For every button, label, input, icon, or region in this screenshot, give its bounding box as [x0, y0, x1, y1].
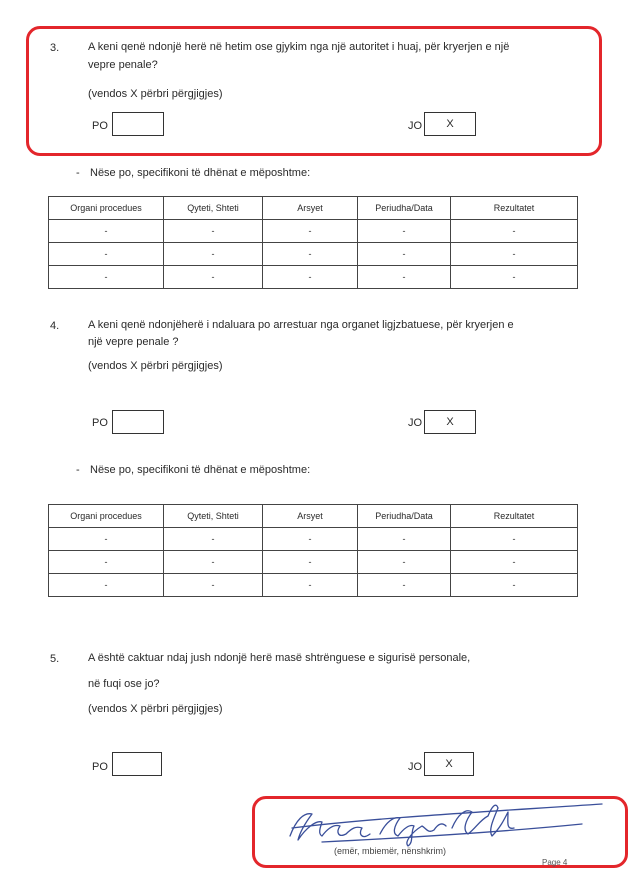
table-cell: -	[263, 574, 358, 597]
header-organi: Organi procedues	[49, 197, 164, 220]
table-cell: -	[358, 243, 451, 266]
table-cell: -	[263, 266, 358, 289]
question-5-instruction: (vendos X përbri përgjigjes)	[88, 703, 223, 715]
question-3-text-line1: A keni qenë ndonjë herë në hetim ose gjykim nga një autoritet i huaj, për kryerjen e një	[88, 41, 510, 53]
header-arsyet: Arsyet	[263, 505, 358, 528]
question-3-instruction: (vendos X përbri përgjigjes)	[88, 88, 223, 100]
table-cell: -	[451, 243, 578, 266]
table-header-row	[49, 197, 578, 220]
section-3-prompt: Nëse po, specifikoni të dhënat e mëposhtme:	[90, 167, 311, 179]
table-cell: -	[451, 551, 578, 574]
table-row	[49, 243, 578, 266]
table-cell: -	[263, 243, 358, 266]
table-cell: -	[164, 243, 263, 266]
table-cell: -	[164, 528, 263, 551]
question-4-instruction: (vendos X përbri përgjigjes)	[88, 360, 223, 372]
table-cell: -	[49, 243, 164, 266]
section-4-bullet: -	[76, 464, 80, 476]
table-cell: -	[358, 220, 451, 243]
table-cell: -	[263, 220, 358, 243]
table-cell: -	[49, 574, 164, 597]
table-cell: -	[451, 574, 578, 597]
table-cell: -	[358, 266, 451, 289]
question-4-jo-label: JO	[408, 417, 423, 429]
question-4-text-line2: një vepre penale ?	[88, 336, 179, 348]
table-cell: -	[358, 528, 451, 551]
question-3-po-label: PO	[92, 120, 108, 132]
table-cell: -	[263, 528, 358, 551]
question-4-po-box[interactable]	[112, 410, 164, 434]
table-row	[49, 220, 578, 243]
question-5-jo-box[interactable]: X	[424, 752, 474, 776]
table-cell: -	[358, 574, 451, 597]
table-cell: -	[263, 551, 358, 574]
table-cell: -	[164, 266, 263, 289]
header-qyteti: Qyteti, Shteti	[164, 197, 263, 220]
table-cell: -	[451, 528, 578, 551]
table-cell: -	[49, 266, 164, 289]
page-number: Page 4	[542, 858, 568, 867]
table-cell: -	[358, 551, 451, 574]
details-table-4	[48, 504, 578, 597]
table-row	[49, 266, 578, 289]
question-4-text-line1: A keni qenë ndonjëherë i ndaluara po arrestuar nga organet ligjzbatuese, për kryerjen e	[88, 319, 514, 331]
table-cell: -	[49, 220, 164, 243]
header-qyteti: Qyteti, Shteti	[164, 505, 263, 528]
question-5-number: 5.	[50, 653, 60, 665]
header-rezultatet: Rezultatet	[451, 197, 578, 220]
question-4-number: 4.	[50, 320, 60, 332]
question-3-jo-box[interactable]: X	[424, 112, 476, 136]
question-5-po-box[interactable]	[112, 752, 162, 776]
header-arsyet: Arsyet	[263, 197, 358, 220]
table-cell: -	[49, 551, 164, 574]
signature-caption: (emër, mbiemër, nënshkrim)	[334, 846, 447, 856]
question-3-number: 3.	[50, 42, 60, 54]
details-table-3	[48, 196, 578, 289]
handwritten-signature	[282, 798, 612, 848]
header-organi: Organi procedues	[49, 505, 164, 528]
section-3-bullet: -	[76, 167, 80, 179]
question-5-text-line1: A është caktuar ndaj jush ndonjë herë masë shtrënguese e sigurisë personale,	[88, 652, 471, 664]
question-5-jo-label: JO	[408, 761, 423, 773]
table-row	[49, 528, 578, 551]
question-3-po-box[interactable]	[112, 112, 164, 136]
table-header-row	[49, 505, 578, 528]
table-cell: -	[49, 528, 164, 551]
question-5-po-label: PO	[92, 761, 108, 773]
table-cell: -	[164, 574, 263, 597]
table-cell: -	[451, 220, 578, 243]
question-3-text-line2: vepre penale?	[88, 59, 158, 71]
question-5-text-line2: në fuqi ose jo?	[88, 678, 160, 690]
table-cell: -	[451, 266, 578, 289]
question-3-jo-label: JO	[408, 120, 423, 132]
section-4-prompt: Nëse po, specifikoni të dhënat e mëposhtme:	[90, 464, 311, 476]
question-4-po-label: PO	[92, 417, 108, 429]
table-cell: -	[164, 551, 263, 574]
table-row	[49, 574, 578, 597]
table-cell: -	[164, 220, 263, 243]
header-periudha: Periudha/Data	[358, 197, 451, 220]
table-row	[49, 551, 578, 574]
header-rezultatet: Rezultatet	[451, 505, 578, 528]
header-periudha: Periudha/Data	[358, 505, 451, 528]
question-4-jo-box[interactable]: X	[424, 410, 476, 434]
